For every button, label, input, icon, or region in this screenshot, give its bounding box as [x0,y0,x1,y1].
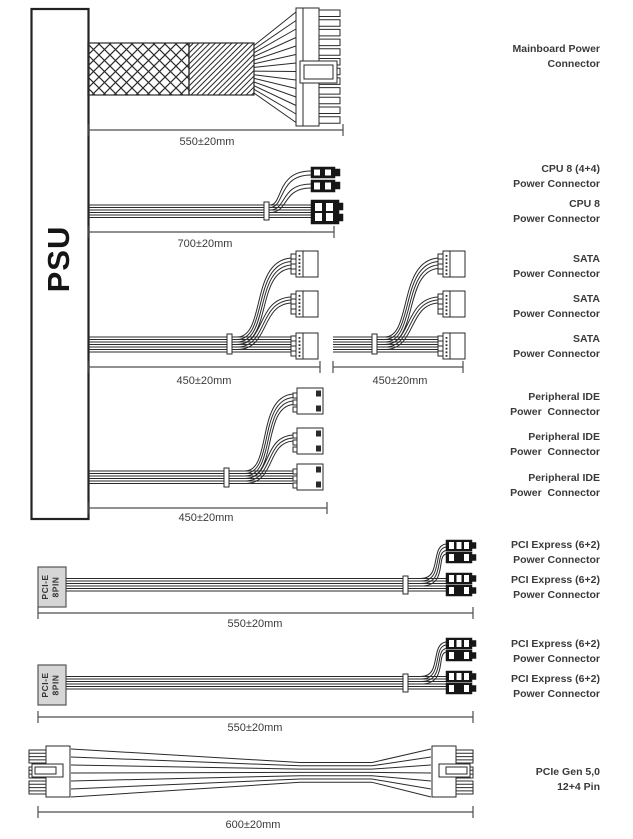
dimension-line [38,806,473,818]
sata-connector [438,291,465,317]
label-line: Power Connector [510,487,600,499]
sata-loop-wires [385,258,438,350]
cable-tie [264,202,269,220]
label-line: SATA [572,293,600,305]
braided-sleeve [88,43,189,95]
label-sata-2 [513,293,600,320]
label-line: Peripheral IDE [528,431,600,443]
gen5-wires [71,749,431,797]
dimension-gen5 [38,806,473,831]
gen5-12plus4-connector [29,746,70,797]
label-line: Power Connector [513,178,600,190]
fan-out-wires [254,12,296,123]
label-line: Power Connector [513,268,600,280]
cpu-branch-wires [270,171,311,213]
label-line: PCI Express (6+2) [510,539,600,551]
dimension-cpu [88,226,334,250]
cable-sata-main [88,251,320,387]
sata-loop-wires [237,258,291,350]
modular-plug-label: PCI-E [40,574,50,600]
label-line: Power Connector [510,406,600,418]
cable-sata-ext [333,251,465,387]
pcie-6plus2-connector [446,573,476,596]
cable-tie [403,674,408,692]
label-ide-2 [510,431,600,458]
label-mainboard [512,43,600,70]
dimension-sata-ext [333,361,463,387]
label-line: PCI Express (6+2) [510,574,600,586]
label-line: Peripheral IDE [528,391,600,403]
dimension-line [88,226,334,238]
modular-plug-label: 8PIN [50,674,61,696]
gen5-12plus4-connector [432,746,473,797]
ide-connector [293,464,323,490]
label-line: Power Connector [513,589,600,601]
pcie-ribbon [66,677,446,690]
psu-box [32,9,89,519]
modular-plug-pcie [38,665,66,705]
dimension-ide [88,502,327,524]
dimension-pcie-b [38,711,473,734]
sata-connector [438,333,465,359]
dimension-sata-main [88,361,320,387]
modular-plug-pcie [38,567,66,607]
label-gen5 [536,766,600,793]
label-sata-1 [513,253,600,280]
label-cpu-8 [513,198,600,225]
label-line: Power Connector [513,688,600,700]
sata-connector [291,251,318,277]
dimension-value: 550±20mm [179,136,235,148]
label-line: Power Connector [513,308,600,320]
cpu-4plus4-connector [311,167,340,192]
ide-connector [293,428,323,454]
label-sata-3 [513,333,600,360]
dimension-value: 450±20mm [176,375,232,387]
cpu-8pin-connector [311,200,343,224]
pcie-loop-wires [421,544,446,586]
label-pcie-2 [511,574,600,601]
label-line: CPU 8 (4+4) [541,163,600,175]
label-line: Power Connector [513,213,600,225]
modular-plug-label: PCI-E [40,672,50,698]
dimension-mainboard [88,124,343,148]
pcie-6plus2-connector [446,638,476,661]
label-line: SATA [572,333,600,345]
cable-ide [88,388,327,524]
label-line: 12+4 Pin [557,781,600,793]
sata-ribbon [88,337,291,352]
connector-latch [300,61,337,83]
dimension-pcie-a [38,607,473,630]
sata-connector [438,251,465,277]
cable-tie [227,334,232,354]
cable-tie [224,468,229,487]
ide-loop-wires [245,394,293,484]
label-line: Power Connector [513,348,600,360]
dimension-value: 550±20mm [227,722,283,734]
atx-24pin-connector [296,8,340,126]
dimension-value: 600±20mm [225,819,281,831]
label-pcie-4 [511,673,600,700]
cable-pcie-a [38,540,476,630]
label-pcie-1 [511,539,600,566]
cable-cpu [88,167,343,250]
ide-connector [293,388,323,414]
label-line: SATA [572,253,600,265]
label-line: PCI Express (6+2) [510,673,600,685]
dimension-value: 450±20mm [178,512,234,524]
label-ide-1 [510,391,600,418]
dimension-line [333,361,463,373]
sata-connector [291,333,318,359]
dimension-line [88,361,320,373]
modular-plug-label: 8PIN [50,576,61,598]
psu-label: PSU [41,225,76,293]
dimension-value: 450±20mm [372,375,428,387]
cable-tie [372,334,377,354]
label-line: Mainboard Power [512,43,600,55]
label-line: Power Connector [513,554,600,566]
pcie-ribbon [66,579,446,592]
cable-pcie-b [38,638,476,734]
cable-mainboard [88,8,343,148]
label-line: PCI Express (6+2) [510,638,600,650]
label-ide-3 [510,472,600,499]
label-line: Connector [547,58,600,70]
heatshrink-sleeve [189,43,254,95]
pcie-6plus2-connector [446,671,476,694]
label-line: PCIe Gen 5,0 [535,766,600,778]
pcie-6plus2-connector [446,540,476,563]
cable-gen5 [29,746,473,831]
pcie-loop-wires [421,642,446,684]
dimension-value: 550±20mm [227,618,283,630]
dimension-value: 700±20mm [177,238,233,250]
sata-connector [291,291,318,317]
cable-tie [403,576,408,594]
label-line: Power Connector [513,653,600,665]
label-line: CPU 8 [569,198,600,210]
label-line: Peripheral IDE [528,472,600,484]
label-pcie-3 [511,638,600,665]
label-line: Power Connector [510,446,600,458]
label-column [510,43,600,793]
label-cpu-4plus4 [513,163,600,190]
